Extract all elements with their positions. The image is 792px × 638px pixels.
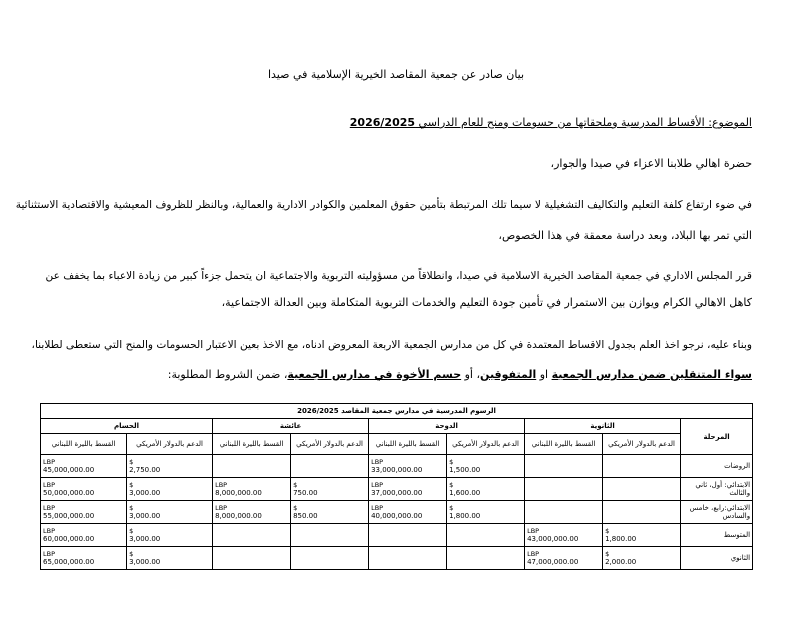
school-hossam: الحسام [41,419,213,434]
header-title: بيان صادر عن جمعية المقاصد الخيرية الإسلامية في صيدا [267,68,525,81]
lbp-cell [369,455,447,478]
lbp-cell [41,524,127,547]
usd-cell [127,501,213,524]
currency-label: $ [449,458,454,466]
currency-label: $ [129,504,134,512]
table-row [41,455,753,478]
conditions-tail: ، ضمن الشروط المطلوبة: [167,368,288,381]
lbp-cell [369,478,447,501]
fees-table-body [41,455,753,570]
usd-cell [291,524,369,547]
lbp-cell [525,547,603,570]
table-row [41,547,753,570]
lbp-cell [213,478,291,501]
lbp-header: القسط بالليرة اللبناني [525,434,603,455]
amount-value: 33,000,000.00 [371,466,423,474]
amount-value: 40,000,000.00 [371,512,423,520]
usd-cell [291,455,369,478]
stage-cell: الروضات [681,455,753,478]
usd-cell [291,501,369,524]
lbp-cell [369,547,447,570]
subject-text: الأقساط المدرسية وملحقاتها من حسومات ومنح للعام الدراسي [415,116,705,129]
currency-label: $ [449,481,454,489]
currency-label: LBP [527,527,540,535]
amount-value: 47,000,000.00 [527,558,579,566]
currency-label: $ [129,481,134,489]
lbp-cell [41,501,127,524]
siblings-discount: حسم الأخوة في مدارس الجمعية [287,368,462,381]
usd-cell [127,478,213,501]
amount-value: 750.00 [293,489,318,497]
usd-cell [603,524,681,547]
amount-value: 2,750.00 [129,466,161,474]
currency-label: LBP [215,504,228,512]
amount-value: 1,500.00 [449,466,481,474]
lbp-cell [525,524,603,547]
amount-value: 1,800.00 [605,535,637,543]
currency-label: $ [605,550,610,558]
usd-cell [447,524,525,547]
usd-cell [603,478,681,501]
stage-cell: المتوسط [681,524,753,547]
subject-year: 2026/2025 [349,116,416,129]
lbp-header: القسط بالليرة اللبناني [213,434,291,455]
excellent-students: المتفوقين [480,368,537,381]
amount-value: 65,000,000.00 [43,558,95,566]
lbp-cell [525,455,603,478]
lbp-cell [213,455,291,478]
lbp-cell [213,524,291,547]
school-thanawiya: الثانوية [525,419,681,434]
amount-value: 1,800.00 [449,512,481,520]
lbp-cell [369,501,447,524]
currency-label: $ [129,550,134,558]
table-title: الرسوم المدرسية في مدارس جمعية المقاصد 2026/2025 [41,404,753,419]
usd-cell [447,478,525,501]
para3-line2 [168,368,752,382]
table-row [41,478,753,501]
table-row [41,524,753,547]
lbp-cell [213,501,291,524]
usd-cell [603,501,681,524]
currency-label: LBP [527,550,540,558]
separator-2: ، أو [461,368,481,381]
stage-cell: الثانوي [681,547,753,570]
amount-value: 850.00 [293,512,318,520]
amount-value: 50,000,000.00 [43,489,95,497]
amount-value: 3,000.00 [129,558,161,566]
usd-cell [603,547,681,570]
amount-value: 60,000,000.00 [43,535,95,543]
para1-line1: في ضوء ارتفاع كلفة التعليم والتكاليف التشغيلية لا سيما تلك المرتبطة بتأمين حقوق المعلمين والكوادر الادارية والعمالية، وبالنظر للظروف المعيشية والاقتصادية الاستثنائية [15,199,752,211]
amount-value: 3,000.00 [129,535,161,543]
transfer-students: سواء المتنقلين ضمن مدارس الجمعية [551,368,752,381]
greeting: حضرة اهالي طلابنا الاعزاء في صيدا والجوار، [550,157,752,170]
usd-cell [447,455,525,478]
usd-cell [127,455,213,478]
usd-cell [127,524,213,547]
stage-cell: الابتدائي: أول، ثاني والثالث [681,478,753,501]
amount-value: 1,600.00 [449,489,481,497]
lbp-header: القسط بالليرة اللبناني [369,434,447,455]
lbp-cell [41,455,127,478]
usd-cell [447,501,525,524]
currency-label: $ [605,527,610,535]
currency-label: LBP [43,527,56,535]
amount-value: 3,000.00 [129,489,161,497]
usd-cell [127,547,213,570]
currency-label: $ [449,504,454,512]
lbp-cell [369,524,447,547]
amount-value: 45,000,000.00 [43,466,95,474]
school-dawha: الدوحة [369,419,525,434]
amount-value: 8,000,000.00 [215,512,262,520]
school-aisha: عائشة [213,419,369,434]
usd-header: الدعم بالدولار الأمريكي [603,434,681,455]
amount-value: 8,000,000.00 [215,489,262,497]
currency-label: LBP [371,481,384,489]
usd-cell [291,547,369,570]
amount-value: 3,000.00 [129,512,161,520]
currency-label: LBP [215,481,228,489]
amount-value: 55,000,000.00 [43,512,95,520]
lbp-cell [525,478,603,501]
currency-label: LBP [371,504,384,512]
lbp-cell [41,478,127,501]
lbp-cell [41,547,127,570]
currency-label: $ [293,504,298,512]
stage-header: المرحلة [681,419,753,455]
para3-line1: وبناء عليه، نرجو اخذ العلم بجدول الاقساط المعتمدة في كل من مدارس الجمعية الاربعة المعروض ادناه، مع الاخذ بعين الاعتبار الحسومات والمنح التي ستعطى لطلابنا، [31,339,752,351]
lbp-cell [525,501,603,524]
currency-label: $ [129,458,134,466]
currency-label: $ [129,527,134,535]
amount-value: 43,000,000.00 [527,535,579,543]
usd-cell [603,455,681,478]
usd-header: الدعم بالدولار الأمريكي [447,434,525,455]
currency-label: $ [293,481,298,489]
usd-cell [291,478,369,501]
lbp-cell [213,547,291,570]
usd-cell [447,547,525,570]
currency-label: LBP [43,504,56,512]
usd-header: الدعم بالدولار الأمريكي [127,434,213,455]
amount-value: 37,000,000.00 [371,489,423,497]
lbp-header: القسط بالليرة اللبناني [41,434,127,455]
para2-line1: قرر المجلس الاداري في جمعية المقاصد الخيرية الاسلامية في صيدا، وانطلاقاً من مسؤوليته التربوية والاجتماعية ان يتحمل جزءاً كبير من زيادة الاعباء بما يخفف عن [45,270,752,282]
currency-label: LBP [43,458,56,466]
usd-header: الدعم بالدولار الأمريكي [291,434,369,455]
currency-label: LBP [43,550,56,558]
para1-line2: التي تمر بها البلاد، وبعد دراسة معمقة في هذا الخصوص، [498,229,752,242]
currency-label: LBP [371,458,384,466]
subject-prefix: الموضوع: [704,116,752,129]
para2-line2: كاهل الاهالي الكرام ويوازن بين الاستمرار في تأمين جودة التعليم والخدمات التربوية المتكاملة وبين العدالة الاجتماعية، [221,296,752,309]
currency-label: LBP [43,481,56,489]
subject-line [350,116,752,130]
fees-table [40,403,753,570]
amount-value: 2,000.00 [605,558,637,566]
table-row [41,501,753,524]
separator-1: او [536,368,552,381]
stage-cell: الابتدائي:رابع، خامس والسادس [681,501,753,524]
